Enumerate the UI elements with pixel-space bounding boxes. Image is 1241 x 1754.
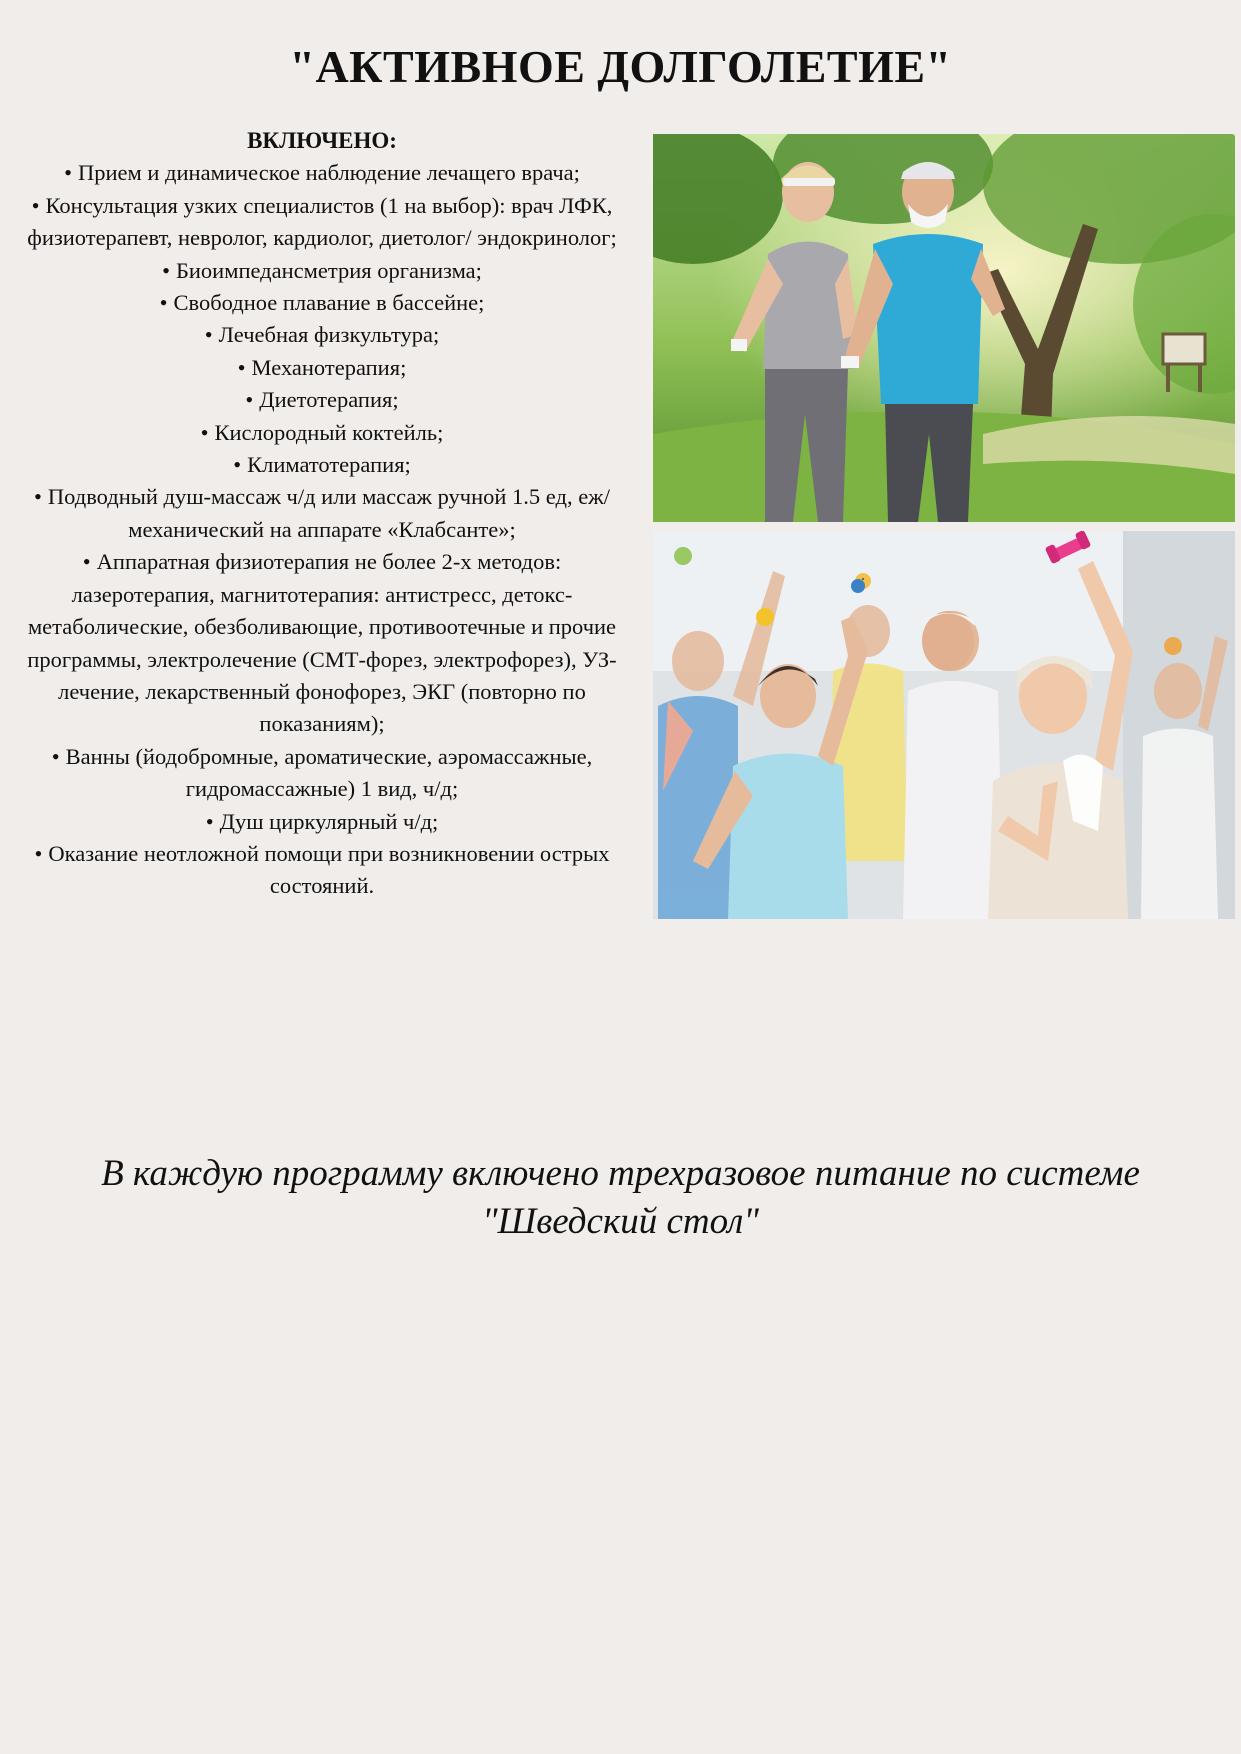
bullet-icon: •	[233, 452, 242, 478]
list-item	[10, 546, 634, 740]
bullet-icon: •	[82, 549, 91, 575]
bullet-icon: •	[204, 322, 213, 348]
bullet-icon: •	[34, 840, 43, 866]
list-item	[10, 157, 634, 189]
seniors-jogging-illustration	[653, 134, 1235, 522]
bullet-icon: •	[64, 160, 72, 186]
list-item-text: Оказание неотложной помощи при возникновении острых состояний.	[48, 840, 610, 899]
list-item-text: Свободное плавание в бассейне;	[173, 290, 485, 316]
list-item-text: Механотерапия;	[251, 354, 407, 380]
list-item	[10, 319, 634, 351]
seniors-jogging-photo	[653, 134, 1235, 522]
list-item	[10, 838, 634, 903]
list-item-text: Климатотерапия;	[247, 452, 411, 478]
list-item	[10, 481, 634, 546]
list-item-text: Консультация узких специалистов (1 на выбор): врач ЛФК, физиотерапевт, невролог, кардиолог, диетолог/ эндокринолог;	[27, 192, 617, 251]
list-item-text: Биоимпедансметрия организма;	[175, 257, 482, 283]
meals-note	[0, 1150, 1241, 1246]
seniors-exercise-photo	[653, 531, 1235, 919]
list-item-text: Аппаратная физиотерапия не более 2-х методов: лазеротерапия, магнитотерапия: антистресс, детокс-метаболические, обезболивающие, противоотечные и прочие программы, электролечение (СМТ-форез, электрофорез), УЗ-лечение, лекарственный фонофорез, ЭКГ (повторно по показаниям);	[27, 549, 617, 737]
bullet-icon: •	[162, 257, 170, 283]
list-item	[10, 449, 634, 481]
list-item-text: Лечебная физкультура;	[218, 322, 440, 348]
list-item	[10, 384, 634, 416]
list-item-text: Ванны (йодобромные, ароматические, аэромассажные, гидромассажные) 1 вид, ч/д;	[65, 743, 593, 802]
list-item	[10, 352, 634, 384]
list-item-text: Подводный душ-массаж ч/д или массаж ручной 1.5 ед, еж/ механический на аппарате «Клабсанте»;	[47, 484, 610, 542]
seniors-exercise-illustration	[653, 531, 1235, 919]
list-item	[10, 806, 634, 838]
meals-note-line-1: В каждую программу включено трехразовое питание по системе	[101, 1153, 1140, 1194]
list-item	[10, 255, 634, 287]
bullet-icon: •	[237, 354, 246, 380]
page-title: "АКТИВНОЕ ДОЛГОЛЕТИЕ"	[289, 41, 952, 92]
list-item	[10, 417, 634, 449]
list-item-text: Душ циркулярный ч/д;	[219, 808, 439, 834]
included-list	[10, 157, 634, 902]
list-item-text: Диетотерапия;	[259, 387, 399, 413]
bullet-icon: •	[51, 743, 60, 769]
included-heading: ВКЛЮЧЕНО:	[247, 128, 397, 153]
list-item-text: Кислородный коктейль;	[214, 419, 444, 445]
bullet-icon: •	[205, 808, 214, 834]
list-item	[10, 287, 634, 319]
bullet-icon: •	[245, 387, 254, 413]
included-section	[10, 125, 634, 903]
bullet-icon: •	[31, 192, 40, 218]
list-item	[10, 190, 634, 255]
bullet-icon: •	[34, 484, 42, 510]
list-item	[10, 741, 634, 806]
bullet-icon: •	[159, 290, 168, 316]
bullet-icon: •	[200, 419, 209, 445]
list-item-text: Прием и динамическое наблюдение лечащего врача;	[78, 160, 580, 186]
meals-note-line-2: "Шведский стол"	[482, 1201, 759, 1242]
